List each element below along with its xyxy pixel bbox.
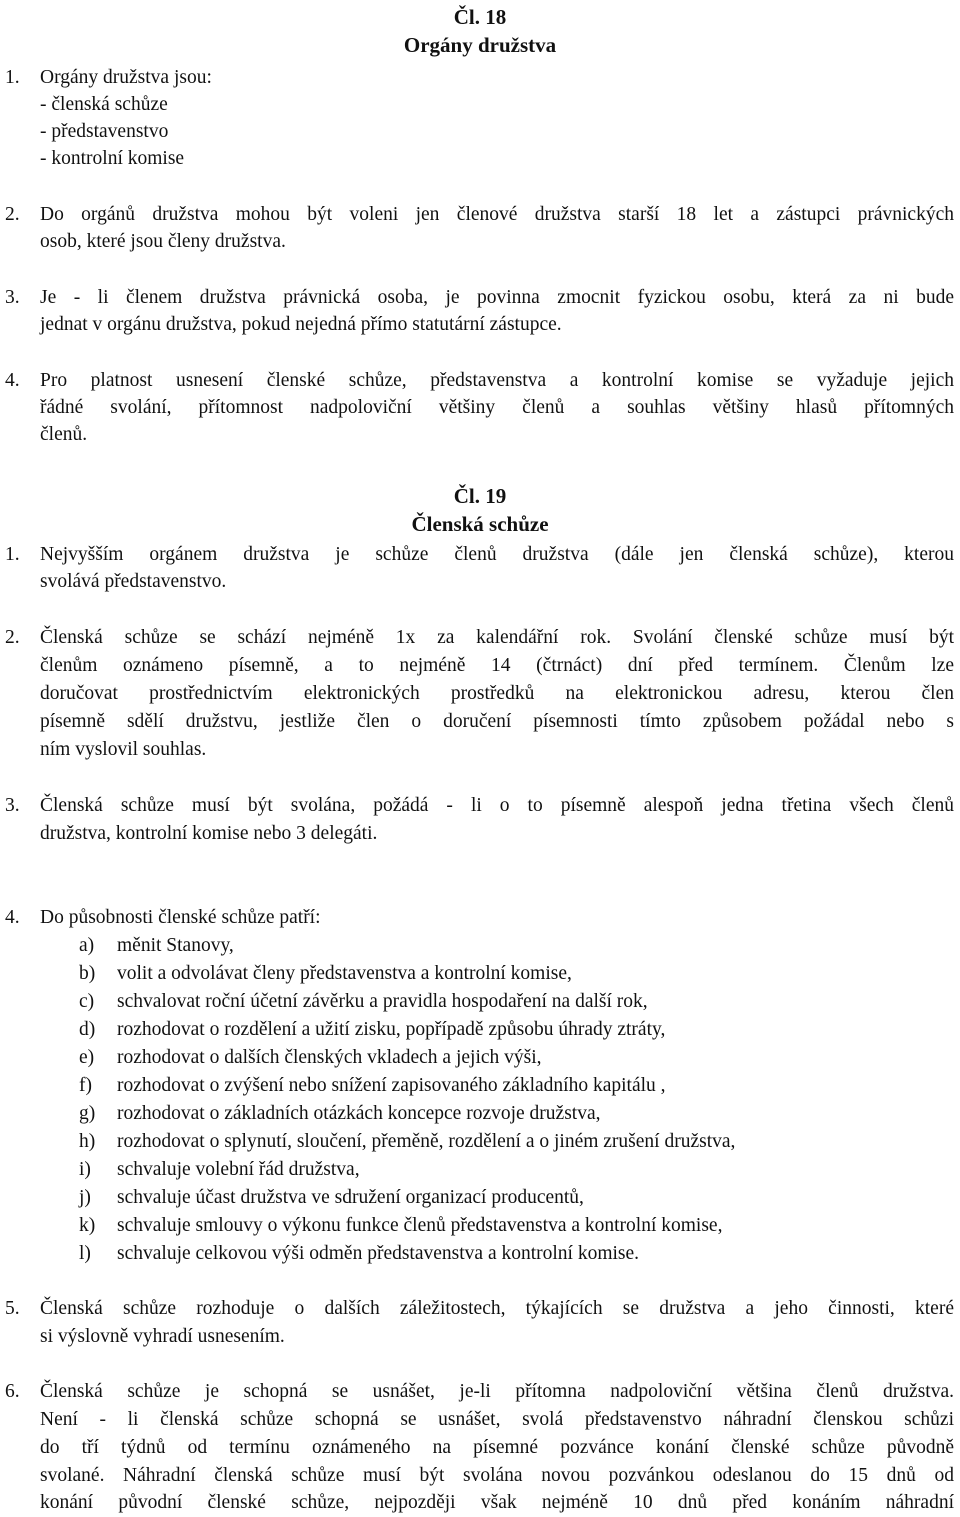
- list-item-text: schvaluje smlouvy o výkonu funkce členů představenstva a kontrolní komise,: [117, 1215, 723, 1236]
- art18-p4-line: Pro platnost usnesení členské schůze, představenstva a kontrolní komise se vyžaduje jejich: [40, 370, 954, 391]
- list-item-text: rozhodovat o dalších členských vkladech a jejich výši,: [117, 1047, 542, 1068]
- list-item-text: schvaluje celkovou výši odměn představenstva a kontrolní komise.: [117, 1243, 640, 1264]
- art19-p2-line: členům oznámeno písemně, a to nejméně 14 (čtrnáct) dní před termínem. Členům lze: [40, 655, 954, 676]
- list-item-text: schvaluje volební řád družstva,: [117, 1159, 360, 1180]
- art19-p5-line: si výslovně vyhradí usnesením.: [40, 1326, 285, 1347]
- art19-p5-line: Členská schůze rozhoduje o dalších záležitostech, týkajících se družstva a jeho činnosti, které: [40, 1298, 954, 1319]
- art19-p3-line: Členská schůze musí být svolána, požádá - li o to písemně alespoň jedna třetina všech členů: [40, 795, 954, 816]
- list-item-letter: i): [79, 1159, 91, 1180]
- list-item-text: rozhodovat o rozdělení a užití zisku, popřípadě způsobu úhrady ztráty,: [117, 1019, 666, 1040]
- art18-p3-num: 3.: [5, 287, 20, 308]
- list-item-letter: h): [79, 1131, 96, 1152]
- art18-p1-num: 1.: [5, 67, 20, 88]
- list-item-letter: c): [79, 991, 95, 1012]
- art19-p5-num: 5.: [5, 1298, 20, 1319]
- list-item-letter: f): [79, 1075, 92, 1096]
- art19-p2-line: ním vyslovil souhlas.: [40, 739, 207, 760]
- list-item-letter: d): [79, 1019, 96, 1040]
- art18-p1-item: - kontrolní komise: [40, 148, 185, 169]
- art19-p1-num: 1.: [5, 544, 20, 565]
- art19-p2-num: 2.: [5, 627, 20, 648]
- art18-p1-intro: Orgány družstva jsou:: [40, 67, 212, 88]
- art19-p1-line: Nejvyšším orgánem družstva je schůze členů družstva (dále jen členská schůze), kterou: [40, 544, 954, 565]
- art18-p3-line: jednat v orgánu družstva, pokud nejedná přímo statutární zástupce.: [40, 314, 562, 335]
- art19-p6-num: 6.: [5, 1381, 20, 1402]
- list-item-letter: j): [79, 1187, 91, 1208]
- list-item-letter: e): [79, 1047, 95, 1068]
- art19-p6-line: Členská schůze je schopná se usnášet, je-li přítomna nadpoloviční většina členů družstva.: [40, 1381, 954, 1402]
- list-item-text: rozhodovat o zvýšení nebo snížení zapisovaného základního kapitálu ,: [117, 1075, 666, 1096]
- list-item-letter: g): [79, 1103, 96, 1124]
- list-item-text: schvalovat roční účetní závěrku a pravidla hospodaření na další rok,: [117, 991, 648, 1012]
- art18-p2-num: 2.: [5, 204, 20, 225]
- art19-p2-line: Členská schůze se schází nejméně 1x za kalendářní rok. Svolání členské schůze musí být: [40, 627, 954, 648]
- art18-p1-item: - členská schůze: [40, 94, 168, 115]
- art19-p6-line: Není - li členská schůze schopná se usnášet, svolá představenstvo náhradní členskou schůzi: [40, 1409, 954, 1430]
- list-item-text: rozhodovat o základních otázkách koncepce rozvoje družstva,: [117, 1103, 601, 1124]
- art19-p6-line: konání původní členské schůze, nejpozději však nejméně 10 dnů před konáním náhradní: [40, 1492, 954, 1513]
- art18-p2-line: Do orgánů družstva mohou být voleni jen členové družstva starší 18 let a zástupci právnických: [40, 204, 954, 225]
- art18-p4-line: řádné svolání, přítomnost nadpoloviční většiny členů a souhlas většiny hlasů přítomných: [40, 397, 954, 418]
- art19-p3-num: 3.: [5, 795, 20, 816]
- list-item-letter: l): [79, 1243, 91, 1264]
- list-item-letter: k): [79, 1215, 96, 1236]
- art19-p4-num: 4.: [5, 907, 20, 928]
- list-item-text: měnit Stanovy,: [117, 935, 234, 956]
- article-18-number: Čl. 18: [453, 5, 507, 29]
- art19-p6-line: do tří týdnů od termínu oznámeného na písemné pozvánce konání členské schůze původně: [40, 1437, 954, 1458]
- list-item-text: schvaluje účast družstva ve sdružení organizací producentů,: [117, 1187, 584, 1208]
- art18-p1-item: - představenstvo: [40, 121, 169, 142]
- art19-p6-line: svolané. Náhradní členská schůze musí být svolána novou pozvánkou odeslanou do 15 dnů od: [40, 1465, 954, 1486]
- art18-p4-line: členů.: [40, 424, 88, 445]
- art19-p1-line: svolává představenstvo.: [40, 571, 227, 592]
- art18-p4-num: 4.: [5, 370, 20, 391]
- art18-p2-line: osob, které jsou členy družstva.: [40, 231, 286, 252]
- art18-p3-line: Je - li členem družstva právnická osoba, je povinna zmocnit fyzickou osobu, která za ni bude: [40, 287, 954, 308]
- article-18-title: Orgány družstva: [403, 33, 557, 57]
- list-item-letter: a): [79, 935, 95, 956]
- list-item-text: volit a odvolávat členy představenstva a kontrolní komise,: [117, 963, 572, 984]
- art19-p2-line: písemně sdělí družstvu, jestliže člen o doručení písemnosti tímto způsobem požádal nebo s: [40, 711, 954, 732]
- art19-p2-line: doručovat prostřednictvím elektronických prostředků na elektronickou adresu, kterou člen: [40, 683, 954, 704]
- article-19-title: Členská schůze: [411, 512, 549, 536]
- art19-p4-intro: Do působnosti členské schůze patří:: [40, 907, 321, 928]
- article-19-number: Čl. 19: [453, 484, 507, 508]
- list-item-text: rozhodovat o splynutí, sloučení, přeměně, rozdělení a o jiném zrušení družstva,: [117, 1131, 736, 1152]
- art19-p3-line: družstva, kontrolní komise nebo 3 delegáti.: [40, 823, 378, 844]
- list-item-letter: b): [79, 963, 96, 984]
